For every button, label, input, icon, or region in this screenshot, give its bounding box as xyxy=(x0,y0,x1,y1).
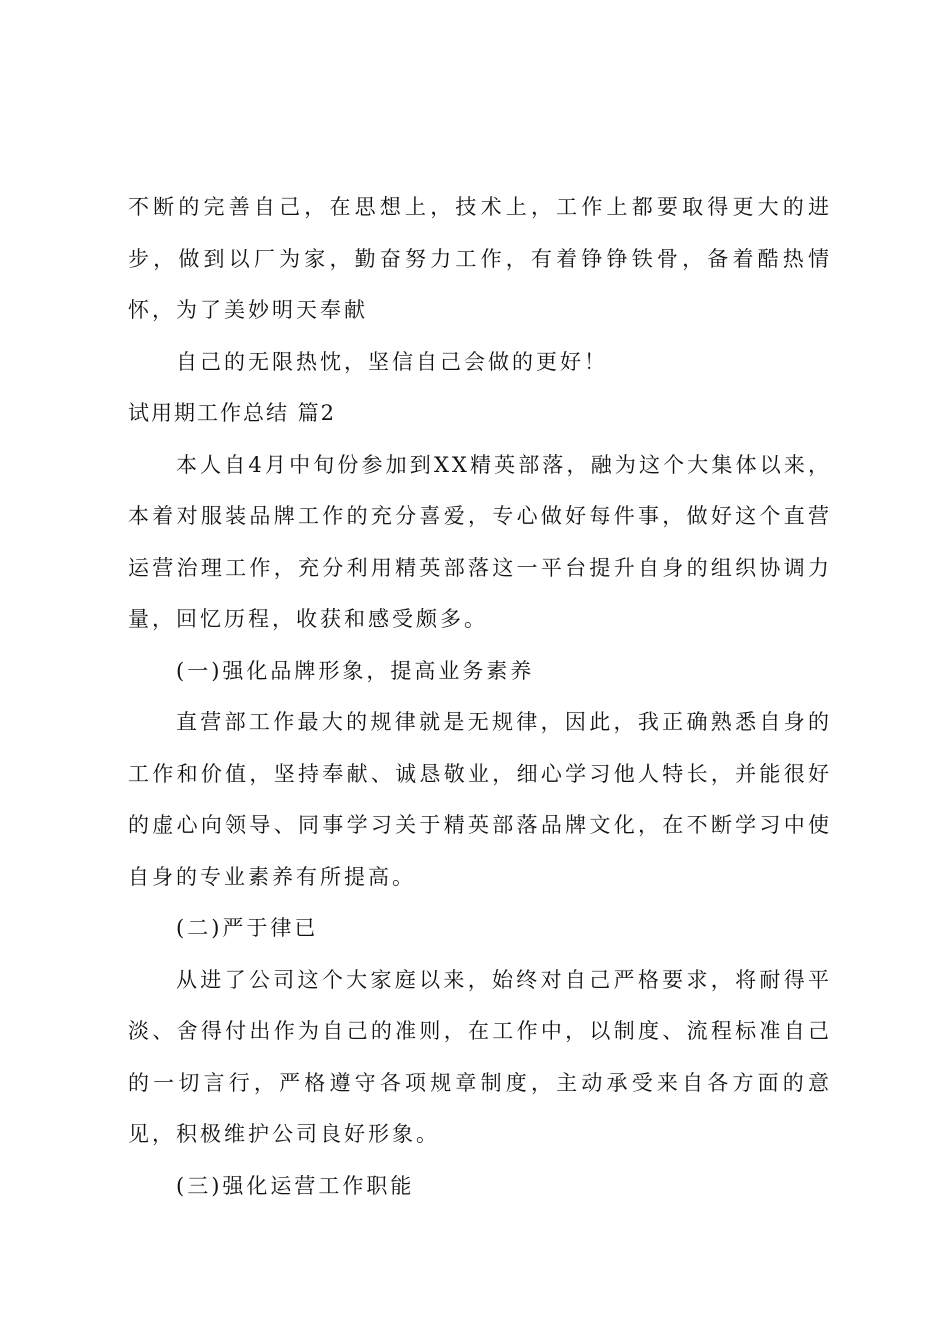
subheading-one: (一)强化品牌形象，提高业务素养 xyxy=(176,658,535,683)
paragraph-brand-image: 直营部工作最大的规律就是无规律，因此，我正确熟悉自身的工作和价值，坚持奉献、诚恳敬业，细心学习他人特长，并能很好的虚心向领导、同事学习关于精英部落品牌文化，在不断学习中使自身的专业素养有所提高。 xyxy=(128,710,832,889)
subheading-three: (三)强化运营工作职能 xyxy=(176,1173,415,1198)
subheading-two: (二)严于律已 xyxy=(176,916,319,940)
document-body xyxy=(128,182,832,1212)
section-heading: 试用期工作总结 篇2 xyxy=(128,401,337,425)
paragraph-self-discipline: 从进了公司这个大家庭以来，始终对自己严格要求，将耐得平淡、舍得付出作为自己的准则，在工作中，以制度、流程标准自己的一切言行，严格遵守各项规章制度，主动承受来自各方面的意见，积极维护公司良好形象。 xyxy=(128,967,832,1146)
paragraph-continued: 不断的完善自己，在思想上，技术上，工作上都要取得更大的进步，做到以厂为家，勤奋努力工作，有着铮铮铁骨，备着酷热情怀，为了美妙明天奉献 xyxy=(128,195,832,322)
paragraph-intro: 本人自4月中旬份参加到XX精英部落，融为这个大集体以来，本着对服装品牌工作的充分喜爱，专心做好每件事，做好这个直营运营治理工作，充分利用精英部落这一平台提升自身的组织协调力量，回忆历程，收获和感受颇多。 xyxy=(128,452,832,631)
paragraph-closing-line: 自己的无限热忱，坚信自己会做的更好！ xyxy=(176,349,608,374)
